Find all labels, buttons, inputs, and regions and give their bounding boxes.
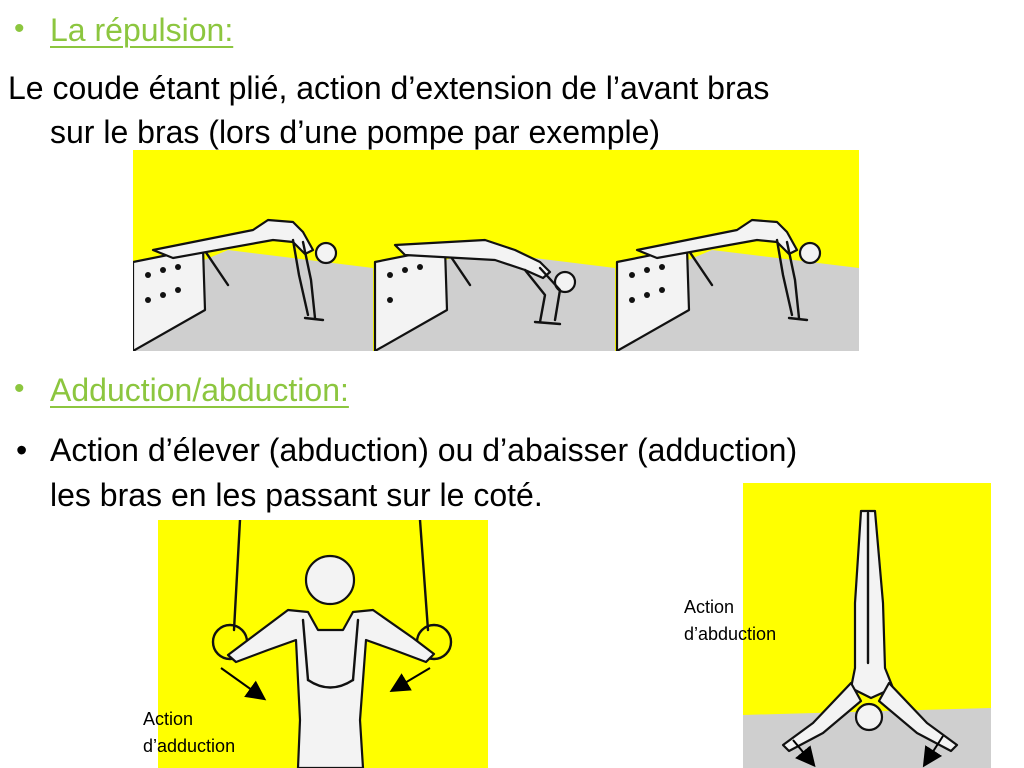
adduction-heading: Adduction/abduction: xyxy=(50,372,349,408)
caption-line: Action xyxy=(143,709,194,729)
gymnast-handstand-icon xyxy=(743,483,991,768)
caption-line: Action xyxy=(684,597,735,617)
abduction-caption xyxy=(684,594,776,648)
repulsion-text-line2: sur le bras (lors d’une pompe par exemple) xyxy=(50,114,661,150)
handstand-abduction-illustration xyxy=(743,483,991,768)
repulsion-text-line1: Le coude étant plié, action d’extension de l’avant bras xyxy=(8,70,770,106)
abduction-arrows-icon xyxy=(775,732,955,768)
pushup-sequence-illustration xyxy=(133,150,859,351)
repulsion-heading: La répulsion: xyxy=(50,12,234,48)
caption-line: d’adduction xyxy=(143,736,236,756)
adduction-text-line1: Action d’élever (abduction) ou d’abaisser (adduction) xyxy=(50,432,798,468)
adduction-caption xyxy=(143,706,235,760)
bullet-marker: • xyxy=(14,12,25,45)
bullet-marker: • xyxy=(16,432,28,468)
gymnast-pushup-frames-icon xyxy=(133,150,859,351)
adduction-text-line2: les bras en les passant sur le coté. xyxy=(50,477,543,513)
adduction-arrows-icon xyxy=(215,660,445,705)
bullet-marker: • xyxy=(14,372,25,405)
caption-line: d’abduction xyxy=(684,624,777,644)
